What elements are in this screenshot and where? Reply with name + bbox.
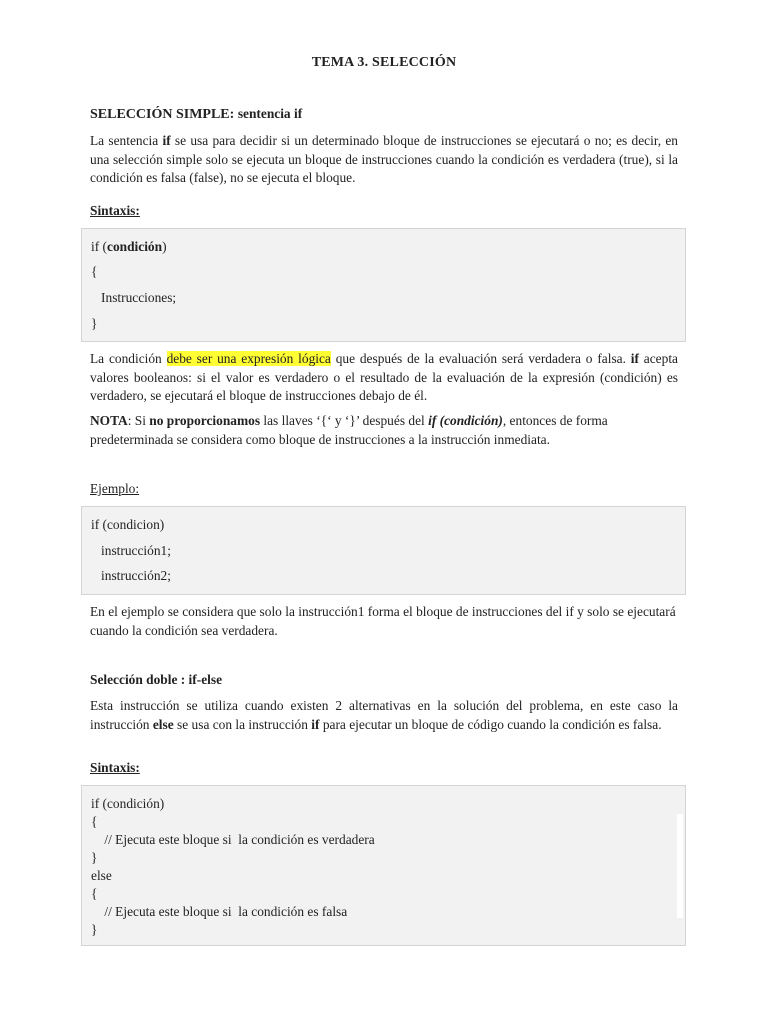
note-bold: no proporcionamos <box>149 413 261 428</box>
note-label: NOTA <box>90 413 128 428</box>
code-line: { <box>91 814 98 829</box>
double-keyword-else: else <box>152 716 174 732</box>
note-text-3: , entonces de forma predeterminada se considera como bloque de instrucciones a la instrucción inmediata. <box>90 413 608 447</box>
code-line: } <box>91 316 98 331</box>
code-line: } <box>91 922 98 937</box>
code-line: if (condición) <box>91 796 165 811</box>
intro-keyword-if: if <box>162 133 171 148</box>
code-line: instrucción2; <box>91 568 171 583</box>
code-block-simple <box>81 228 686 342</box>
condition-text-1: La condición <box>90 351 167 366</box>
simple-intro-paragraph <box>90 132 678 188</box>
code-line: // Ejecuta este bloque si la condición es verdadera <box>91 832 375 847</box>
example-label: Ejemplo: <box>90 481 140 496</box>
double-text-2: se usa con la instrucción <box>173 716 312 732</box>
code-line: instrucción1; <box>91 543 171 558</box>
heading-simple-main: SELECCIÓN SIMPLE: <box>90 107 238 122</box>
code-line <box>91 239 167 255</box>
section-heading-double: Selección doble : if-else <box>90 672 223 687</box>
double-intro-paragraph <box>90 697 678 734</box>
intro-text-2: se usa para decidir si un determinado bloque de instrucciones se ejecutará o no; es decir, en una selección simple solo se ejecuta un bloque de instrucciones cuando la condición es verdadera (true), si la condición es falsa (false), no se ejecuta el bloque. <box>90 133 678 185</box>
code-line: else <box>91 868 112 883</box>
syntax-label-simple: Sintaxis: <box>90 203 140 218</box>
code-line: // Ejecuta este bloque si la condición es falsa <box>91 904 348 919</box>
code-block-double <box>81 785 686 946</box>
condition-text-2: que después de la evaluación será verdadera o falsa. <box>330 351 631 366</box>
code-if-open: if ( <box>91 239 107 254</box>
double-keyword-if: if <box>311 716 320 732</box>
double-text-1: Esta instrucción se utiliza cuando existen 2 alternativas en la solución del problema, en este caso la instrucción <box>90 698 678 732</box>
code-line: } <box>91 850 98 865</box>
syntax-label-double: Sintaxis: <box>90 760 140 775</box>
page-title: TEMA 3. SELECCIÓN <box>311 55 457 70</box>
condition-keyword-if: if <box>630 351 639 366</box>
highlighted-text: debe ser una expresión lógica <box>166 351 331 366</box>
note-bolditalic: if (condición) <box>428 413 503 428</box>
code-block-example <box>81 506 686 595</box>
note-text-1: : Si <box>127 413 150 428</box>
note-text-2: las llaves ‘{‘ y ‘}’ después del <box>260 413 429 428</box>
code-line: Instrucciones; <box>91 290 177 305</box>
code-line: if (condicion) <box>91 517 165 532</box>
note-paragraph <box>90 412 678 449</box>
intro-text-1: La sentencia <box>90 133 163 148</box>
condition-text-3: acepta valores booleanos: si el valor es verdadero o el resultado de la evaluación de la expresión (condición) es verdadero, se ejecutará el bloque de instrucciones debajo de él. <box>90 351 678 403</box>
section-heading-simple <box>90 106 302 123</box>
white-gap <box>677 814 683 918</box>
code-condition: condición <box>107 239 163 254</box>
condition-paragraph <box>90 350 678 406</box>
code-line: { <box>91 264 98 279</box>
double-text-3: para ejecutar un bloque de código cuando la condición es falsa. <box>319 716 662 732</box>
heading-simple-sub: sentencia if <box>237 106 303 121</box>
example-paragraph: En el ejemplo se considera que solo la instrucción1 forma el bloque de instrucciones del if y solo se ejecutará cuando la condición sea verdadera. <box>90 604 676 638</box>
code-line: { <box>91 886 98 901</box>
code-paren-close: ) <box>162 239 167 254</box>
